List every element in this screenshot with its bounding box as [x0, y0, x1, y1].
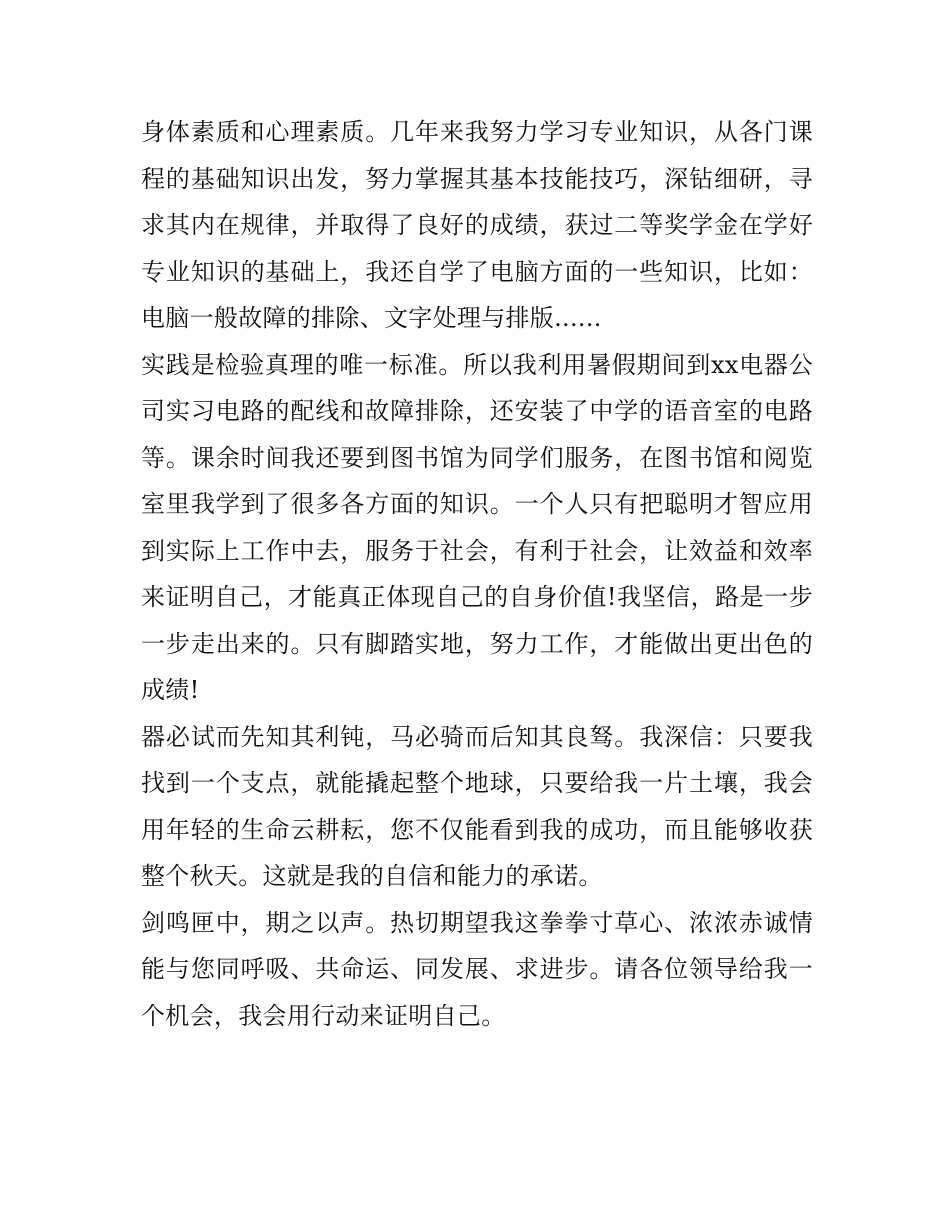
document-body [141, 109, 813, 1039]
paragraph-skills: 身体素质和心理素质。几年来我努力学习专业知识，从各门课程的基础知识出发，努力掌握其基本技能技巧，深钻细研，寻求其内在规律，并取得了良好的成绩，获过二等奖学金在学好专业知识的基础上，我还自学了电脑方面的一些知识，比如：电脑一般故障的排除、文字处理与排版...... [141, 118, 813, 332]
paragraph-practice: 实践是检验真理的唯一标准。所以我利用暑假期间到xx电器公司实习电路的配线和故障排除，还安装了中学的语音室的电路等。课余时间我还要到图书馆为同学们服务，在图书馆和阅览室里我学到了很多各方面的知识。一个人只有把聪明才智应用到实际上工作中去，服务于社会，有利于社会，让效益和效率来证明自己，才能真正体现自己的自身价值!我坚信，路是一步一步走出来的。只有脚踏实地，努力工作，才能做出更出色的成绩! [141, 350, 813, 704]
paragraph-closing: 剑鸣匣中，期之以声。热切期望我这拳拳寸草心、浓浓赤诚情能与您同呼吸、共命运、同发展、求进步。请各位领导给我一个机会，我会用行动来证明自己。 [141, 908, 813, 1030]
paragraph-confidence: 器必试而先知其利钝，马必骑而后知其良驽。我深信：只要我找到一个支点，就能撬起整个地球，只要给我一片土壤，我会用年轻的生命云耕耘，您不仅能看到我的成功，而且能够收获整个秋天。这就是我的自信和能力的承诺。 [141, 722, 813, 890]
